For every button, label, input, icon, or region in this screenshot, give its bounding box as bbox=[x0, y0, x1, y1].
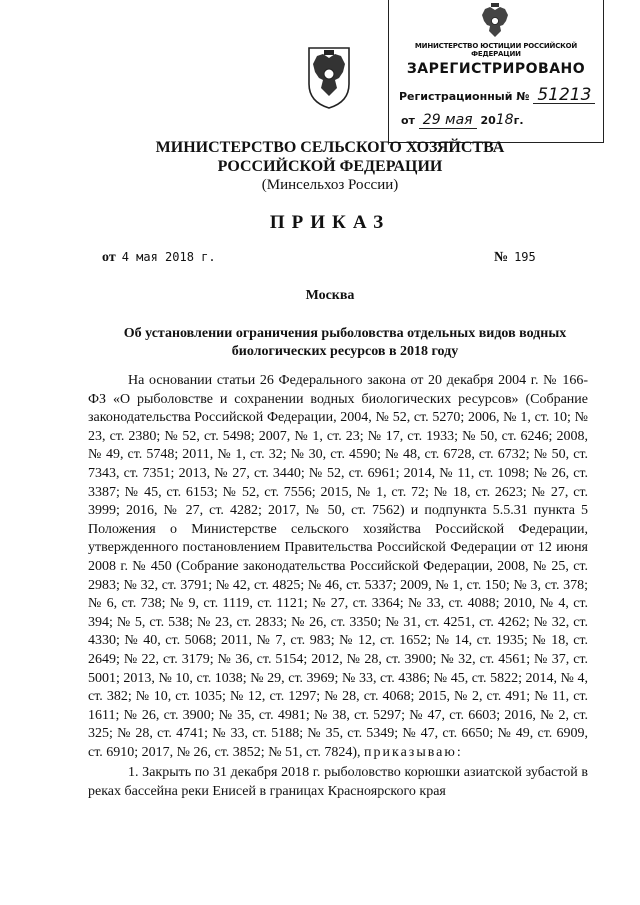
order-subject bbox=[90, 325, 600, 361]
order-date-label: от bbox=[102, 250, 116, 265]
stamp-year-suffix: г. bbox=[513, 114, 524, 127]
stamp-reg-label: Регистрационный № bbox=[399, 90, 530, 103]
stamp-ministry-name: МИНИСТЕРСТВО ЮСТИЦИИ РОССИЙСКОЙ ФЕДЕРАЦИИ bbox=[414, 42, 578, 58]
ministry-line-1: МИНИСТЕРСТВО СЕЛЬСКОГО ХОЗЯЙСТВА bbox=[155, 139, 505, 156]
preamble-text: На основании статьи 26 Федерального закона от 20 декабря 2004 г. № 166-ФЗ «О рыболовстве и сохранении водных биологических ресурсов» (Собрание законодательства Российской Федерации, 2004, № 52, ст. 5270; 2006, № 1, ст. 10; № 23, ст. 2380; № 52, ст. 5498; 2007, № 1, ст. 23; № 17, ст. 1933; № 50, ст. 6246; 2008, № 49, ст. 5748; 2011, № 1, ст. 32; № 30, ст. 4590; № 48, ст. 6728, ст. 6732; № 50, ст. 7343, ст. 7351; 2013, № 27, ст. 3440; № 52, ст. 6961; 2014, № 11, ст. 1098; № 26, ст. 3387; № 45, ст. 6153; № 52, ст. 7556; 2015, № 1, ст. 72; № 18, ст. 2623; № 27, ст. 3999; 2016, № 27, ст. 4282; 2017, № 50, ст. 7562) и подпункта 5.5.31 пункта 5 Положения о Министерстве сельского хозяйства Российской Федерации, утвержденного постановлением Правительства Российской Федерации от 12 июня 2008 г. № 450 (Собрание законодательства Российской Федерации, 2008, № 25, ст. 2983; № 32, ст. 3791; № 42, ст. 4825; № 46, ст. 5337; 2009, № 1, ст. 150; № 3, ст. 378; № 6, ст. 738; № 9, ст. 1119, ст. 1121; № 27, ст. 3364; № 33, ст. 4088; 2010, № 4, ст. 394; № 5, ст. 538; № 23, ст. 2833; № 26, ст. 3350; № 31, ст. 4251, ст. 4262; № 32, ст. 4330; № 40, ст. 5068; 2011, № 7, ст. 983; № 12, ст. 1652; № 14, ст. 1935; № 18, ст. 2649; № 22, ст. 3179; № 36, ст. 5154; 2012, № 28, ст. 3900; № 32, ст. 4561; № 37, ст. 5001; 2013, № 10, ст. 1038; № 29, ст. 3969; № 33, ст. 4386; № 45, ст. 5822; 2014, № 4, ст. 382; № 10, ст. 1035; № 12, ст. 1297; № 28, ст. 4068; 2015, № 2, ст. 491; № 11, ст. 1611; № 26, ст. 3900; № 35, ст. 4981; № 38, ст. 5297; № 47, ст. 6603; 2016, № 2, ст. 325; № 28, ст. 4741; № 33, ст. 5188; № 35, ст. 5349; № 47, ст. 6650; № 49, ст. 6909, ст. 6910; 2017, № 26, ст. 3852; № 51, ст. 7824), bbox=[88, 373, 588, 760]
stamp-emblem bbox=[475, 2, 515, 40]
order-item-1: 1. Закрыть по 31 декабря 2018 г. рыболовство корюшки азиатской зубастой в реках бассейна реки Енисей в границах Красноярского края bbox=[88, 765, 588, 800]
stamp-date-value: 29 мая bbox=[419, 112, 477, 129]
subject-line-1: Об установлении ограничения рыболовства отдельных видов водных bbox=[123, 326, 567, 341]
stamp-date-prefix: от bbox=[401, 114, 415, 127]
order-date-value: 4 мая 2018 г. bbox=[121, 250, 216, 264]
order-number bbox=[494, 250, 536, 266]
stamp-year-hand: 18 bbox=[495, 112, 514, 128]
order-body bbox=[88, 372, 588, 802]
preamble-paragraph bbox=[88, 372, 588, 762]
order-word: приказываю: bbox=[364, 744, 463, 760]
stamp-registration-line bbox=[399, 87, 595, 104]
city: Москва bbox=[305, 288, 355, 303]
coat-of-arms-emblem bbox=[303, 44, 355, 110]
stamp-status: ЗАРЕГИСТРИРОВАНО bbox=[406, 61, 586, 77]
ministry-line-2: РОССИЙСКОЙ ФЕДЕРАЦИИ bbox=[217, 158, 443, 175]
ministry-short-name: (Минсельхоз России) bbox=[261, 177, 399, 193]
subject-line-2: биологических ресурсов в 2018 году bbox=[231, 344, 459, 359]
stamp-reg-number: 51213 bbox=[533, 87, 595, 104]
order-number-value: 195 bbox=[514, 250, 536, 264]
ministry-name bbox=[0, 138, 640, 176]
order-number-label: № bbox=[494, 250, 509, 265]
order-date bbox=[102, 250, 216, 266]
stamp-date-line bbox=[401, 112, 524, 129]
stamp-year-printed: 20 bbox=[480, 114, 496, 127]
registration-stamp bbox=[388, 0, 604, 143]
document-title: ПРИКАЗ bbox=[269, 212, 391, 233]
